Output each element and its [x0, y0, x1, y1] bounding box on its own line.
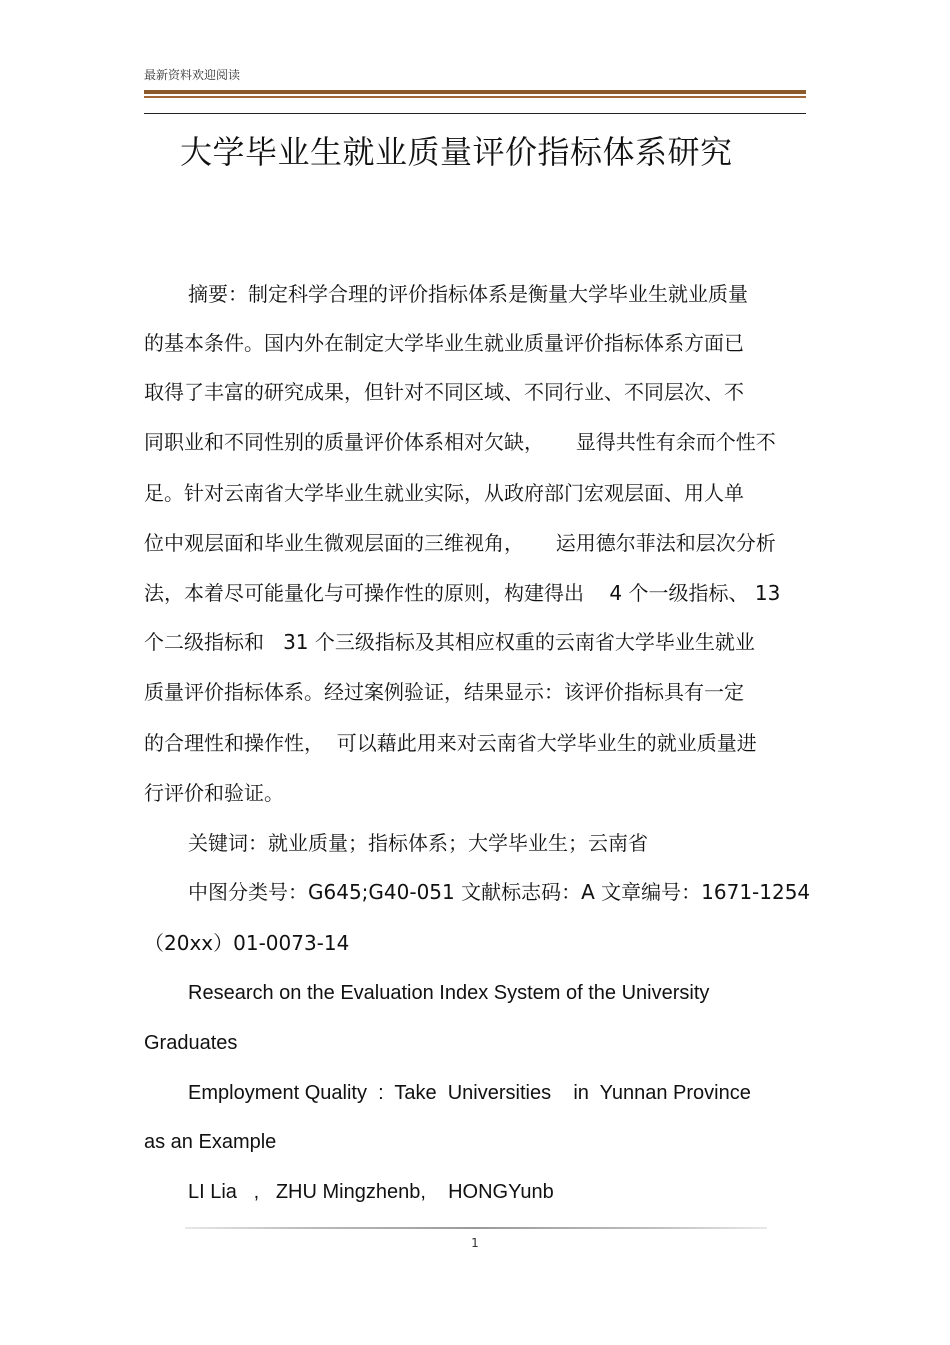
document-title: 大学毕业生就业质量评价指标体系研究 [180, 133, 733, 171]
abstract-line: 行评价和验证。 [144, 781, 284, 805]
english-title-line: Employment Quality : Take Universities in Yunnan Province [188, 1082, 751, 1104]
abstract-line: 法，本着尽可能量化与可操作性的原则，构建得出 4 个一级指标、 13 [144, 581, 781, 605]
abstract-line: 取得了丰富的研究成果，但针对不同区域、不同行业、不同层次、不 [144, 380, 744, 404]
abstract-line: 足。针对云南省大学毕业生就业实际，从政府部门宏观层面、用人单 [144, 481, 744, 505]
abstract-line: 位中观层面和毕业生微观层面的三维视角， 运用德尔菲法和层次分析 [144, 531, 776, 555]
abstract-line: 的合理性和操作性， 可以藉此用来对云南省大学毕业生的就业质量进 [144, 731, 757, 755]
authors-line: LI Lia , ZHU Mingzhenb, HONGYunb [188, 1181, 554, 1203]
classification-line: （20xx）01-0073-14 [144, 931, 350, 955]
header-rule-thick [144, 90, 806, 94]
classification-line: 中图分类号：G645;G40-051 文献标志码：A 文章编号：1671-1254 [188, 880, 811, 904]
footer-rule [185, 1227, 767, 1229]
english-title-line: Graduates [144, 1032, 238, 1054]
page-number: 1 [471, 1236, 479, 1250]
abstract-line: 同职业和不同性别的质量评价体系相对欠缺， 显得共性有余而个性不 [144, 430, 776, 454]
abstract-line: 质量评价指标体系。经过案例验证，结果显示：该评价指标具有一定 [144, 680, 744, 704]
running-header: 最新资料欢迎阅读 [144, 68, 241, 82]
abstract-line: 的基本条件。国内外在制定大学毕业生就业质量评价指标体系方面已 [144, 331, 744, 355]
abstract-line: 摘要：制定科学合理的评价指标体系是衡量大学毕业生就业质量 [188, 282, 748, 306]
english-title-line: as an Example [144, 1131, 277, 1153]
header-rule-black [144, 113, 806, 114]
english-title-line: Research on the Evaluation Index System of the University [188, 982, 710, 1004]
abstract-line: 个二级指标和 31 个三级指标及其相应权重的云南省大学毕业生就业 [144, 630, 755, 654]
keywords-line: 关键词：就业质量；指标体系；大学毕业生；云南省 [188, 831, 648, 855]
header-rule-thin [144, 96, 806, 98]
